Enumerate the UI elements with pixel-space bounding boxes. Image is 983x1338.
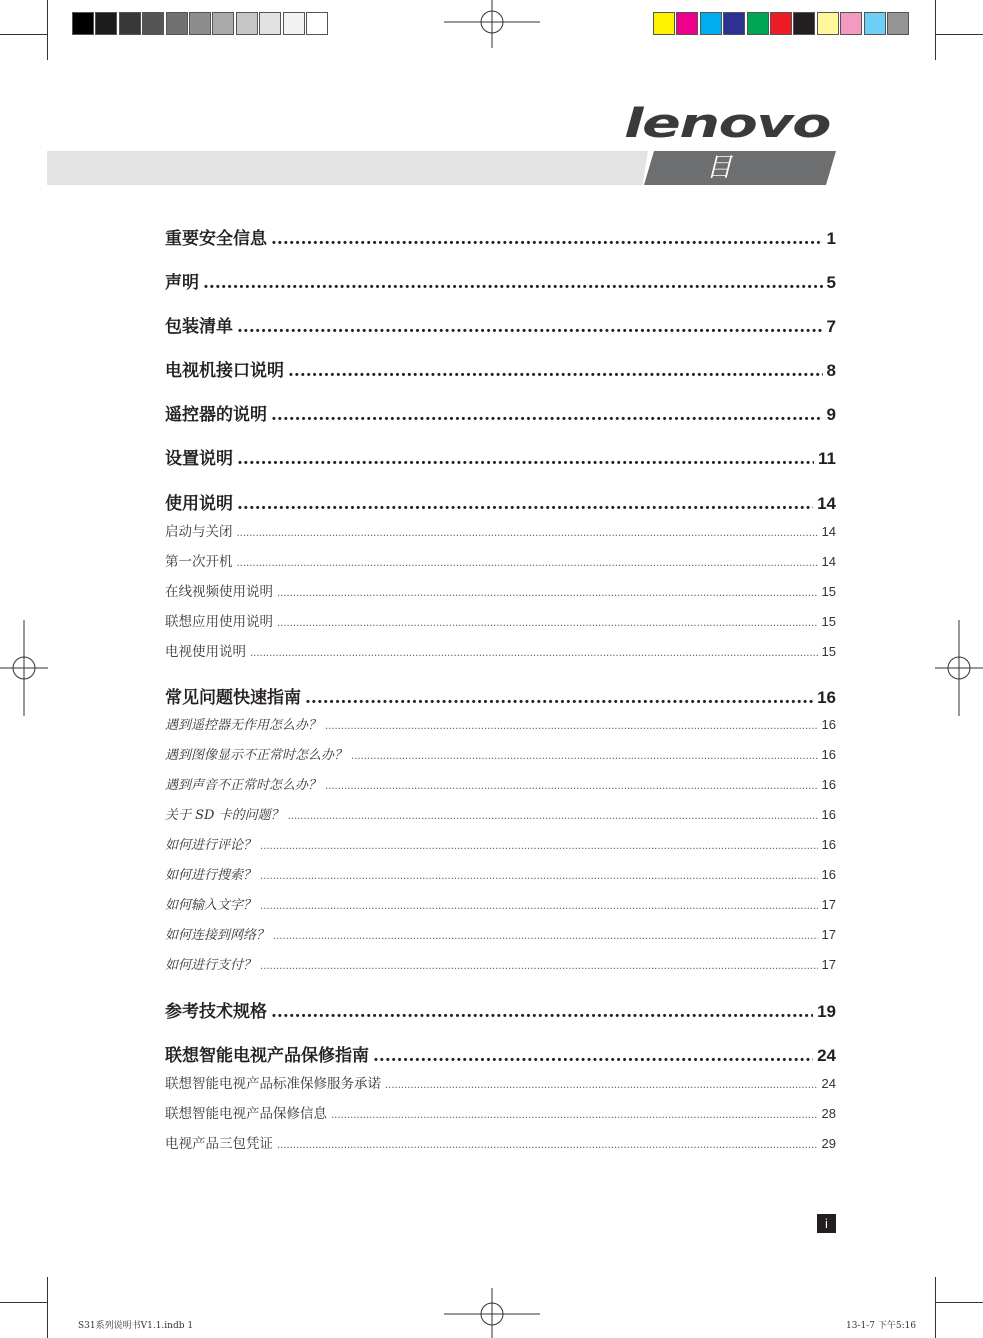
toc-entry-page: 28 (821, 1106, 836, 1121)
gray-swatch (306, 12, 328, 35)
toc-entry-label: 重要安全信息 (165, 229, 267, 248)
toc-leader-dots (260, 901, 818, 912)
toc-entry[interactable] (165, 356, 836, 380)
toc-entry-page: 19 (817, 1002, 836, 1021)
toc-leader-dots (260, 841, 818, 852)
toc-subentry[interactable] (165, 714, 836, 734)
toc-entry-page: 15 (821, 614, 836, 629)
toc-entry[interactable] (165, 400, 836, 424)
gray-swatch (166, 12, 188, 35)
toc-entry-label: 电视机接口说明 (165, 361, 284, 380)
toc-entry-label: 联想应用使用说明 (165, 614, 273, 630)
color-swatch (793, 12, 815, 35)
header-band (47, 151, 637, 185)
toc-leader-dots (373, 1046, 813, 1065)
crop-mark (0, 1302, 48, 1303)
toc-entry-page: 16 (821, 777, 836, 792)
toc-entry[interactable] (165, 444, 836, 468)
toc-subentry[interactable] (165, 834, 836, 854)
gray-swatch (142, 12, 164, 35)
toc-entry-page: 15 (821, 644, 836, 659)
toc-entry-label: 关于 SD 卡的问题？ (165, 808, 284, 823)
color-swatch (840, 12, 862, 35)
toc-leader-dots (385, 1080, 818, 1091)
toc-leader-dots (325, 721, 818, 732)
toc-entry-label: 声明 (165, 273, 199, 292)
toc-entry-page: 14 (821, 554, 836, 569)
toc-entry-page: 16 (821, 867, 836, 882)
toc-leader-dots (237, 449, 814, 468)
toc-entry-label: 包装清单 (165, 317, 233, 336)
toc-entry-label: 如何输入文字？ (165, 898, 257, 913)
print-slug-timestamp: 13-1-7 下午5:16 (846, 1321, 917, 1331)
svg-text:lenovo: lenovo (624, 104, 831, 144)
toc-entry-page: 16 (817, 688, 836, 707)
registration-mark-left (0, 620, 48, 716)
toc-entry[interactable] (165, 312, 836, 336)
toc-leader-dots (271, 1002, 813, 1021)
toc-entry[interactable] (165, 224, 836, 248)
gray-swatch (95, 12, 117, 35)
toc-subentry[interactable] (165, 610, 836, 630)
toc-entry-label: 遇到遥控器无作用怎么办？ (165, 718, 322, 733)
toc-entry[interactable] (165, 489, 836, 513)
toc-entry-label: 如何连接到网络？ (165, 928, 270, 943)
toc-subentry[interactable] (165, 1102, 836, 1122)
toc-entry-label: 遇到图像显示不正常时怎么办？ (165, 748, 348, 763)
toc-entry[interactable] (165, 1041, 836, 1065)
gray-swatch (72, 12, 94, 35)
color-swatch (770, 12, 792, 35)
color-swatch (723, 12, 745, 35)
toc-leader-dots (237, 494, 813, 513)
toc-leader-dots (288, 811, 818, 822)
toc-entry-page: 16 (821, 747, 836, 762)
toc-entry-page: 24 (821, 1076, 836, 1091)
toc-entry-page: 1 (826, 229, 836, 248)
toc-leader-dots (277, 1140, 818, 1151)
color-swatch (747, 12, 769, 35)
toc-leader-dots (288, 361, 823, 380)
toc-entry-label: 联想智能电视产品保修指南 (165, 1046, 369, 1065)
toc-leader-dots (203, 273, 823, 292)
toc-subentry[interactable] (165, 774, 836, 794)
color-swatch (676, 12, 698, 35)
toc-subentry[interactable] (165, 924, 836, 944)
crop-mark (47, 1277, 48, 1338)
toc-leader-dots (260, 871, 818, 882)
toc-entry-page: 17 (821, 957, 836, 972)
crop-mark (935, 0, 936, 60)
color-swatch (817, 12, 839, 35)
toc-entry-label: 联想智能电视产品标准保修服务承诺 (165, 1076, 381, 1092)
toc-entry-page: 29 (821, 1136, 836, 1151)
toc-leader-dots (271, 229, 823, 248)
color-swatch (864, 12, 886, 35)
toc-entry-label: 如何进行评论？ (165, 838, 257, 853)
toc-subentry[interactable] (165, 640, 836, 660)
toc-entry-page: 9 (826, 405, 836, 424)
toc-subentry[interactable] (165, 804, 836, 824)
lenovo-logo (624, 104, 832, 144)
toc-subentry[interactable] (165, 550, 836, 570)
toc-entry-label: 如何进行支付？ (165, 958, 257, 973)
toc-leader-dots (271, 405, 823, 424)
toc-entry-page: 17 (821, 927, 836, 942)
page-number: i (817, 1214, 836, 1233)
toc-entry-page: 17 (821, 897, 836, 912)
gray-swatch (189, 12, 211, 35)
toc-leader-dots (351, 751, 818, 762)
toc-entry-label: 如何进行搜索？ (165, 868, 257, 883)
toc-subentry[interactable] (165, 954, 836, 974)
toc-subentry[interactable] (165, 864, 836, 884)
toc-entry-label: 常见问题快速指南 (165, 688, 301, 707)
toc-entry-page: 24 (817, 1046, 836, 1065)
toc-entry-label: 启动与关闭 (165, 524, 233, 540)
toc-leader-dots (277, 588, 818, 599)
toc-leader-dots (305, 688, 813, 707)
toc-entry[interactable] (165, 997, 836, 1021)
toc-leader-dots (273, 931, 818, 942)
toc-entry-page: 16 (821, 837, 836, 852)
toc-entry-label: 第一次开机 (165, 554, 233, 570)
crop-mark (935, 1302, 983, 1303)
toc-entry[interactable] (165, 268, 836, 292)
registration-mark-bottom (444, 1288, 540, 1338)
toc-leader-dots (237, 317, 823, 336)
registration-mark-right (935, 620, 983, 716)
toc-entry-label: 联想智能电视产品保修信息 (165, 1106, 327, 1122)
toc-entry-label: 设置说明 (165, 449, 233, 468)
toc-entry-label: 电视产品三包凭证 (165, 1136, 273, 1152)
toc-leader-dots (250, 648, 818, 659)
crop-mark (935, 34, 983, 35)
gray-swatch (259, 12, 281, 35)
toc-leader-dots (260, 961, 818, 972)
toc-leader-dots (331, 1110, 818, 1121)
toc-subentry[interactable] (165, 894, 836, 914)
toc-subentry[interactable] (165, 1072, 836, 1092)
toc-entry-page: 11 (818, 449, 836, 468)
toc-entry-page: 8 (826, 361, 836, 380)
gray-swatch (119, 12, 141, 35)
toc-entry-label: 电视使用说明 (165, 644, 246, 660)
page-title: 目 录 (706, 153, 741, 217)
toc-subentry[interactable] (165, 1132, 836, 1152)
toc-leader-dots (237, 558, 818, 569)
gray-swatch (283, 12, 305, 35)
toc-leader-dots (325, 781, 818, 792)
toc-entry-page: 5 (826, 273, 836, 292)
crop-mark (935, 1277, 936, 1338)
registration-mark-top (444, 0, 540, 48)
crop-mark (47, 0, 48, 60)
toc-entry-label: 在线视频使用说明 (165, 584, 273, 600)
toc-entry-label: 参考技术规格 (165, 1002, 267, 1021)
color-swatch (700, 12, 722, 35)
gray-swatch (212, 12, 234, 35)
toc-subentry[interactable] (165, 520, 836, 540)
toc-leader-dots (237, 528, 818, 539)
toc-entry-page: 16 (821, 807, 836, 822)
color-swatch (887, 12, 909, 35)
toc-entry-page: 16 (821, 717, 836, 732)
toc-leader-dots (277, 618, 818, 629)
gray-swatch (236, 12, 258, 35)
toc-entry-page: 14 (817, 494, 836, 513)
toc-entry-label: 使用说明 (165, 494, 233, 513)
crop-mark (0, 34, 48, 35)
toc-entry-label: 遥控器的说明 (165, 405, 267, 424)
toc-entry-label: 遇到声音不正常时怎么办？ (165, 778, 322, 793)
toc-subentry[interactable] (165, 744, 836, 764)
toc-entry[interactable] (165, 683, 836, 707)
toc-entry-page: 7 (826, 317, 836, 336)
toc-entry-page: 15 (821, 584, 836, 599)
color-swatch (653, 12, 675, 35)
toc-subentry[interactable] (165, 580, 836, 600)
toc-entry-page: 14 (821, 524, 836, 539)
print-slug-filename: S31系列说明书V1.1.indb 1 (78, 1321, 194, 1331)
